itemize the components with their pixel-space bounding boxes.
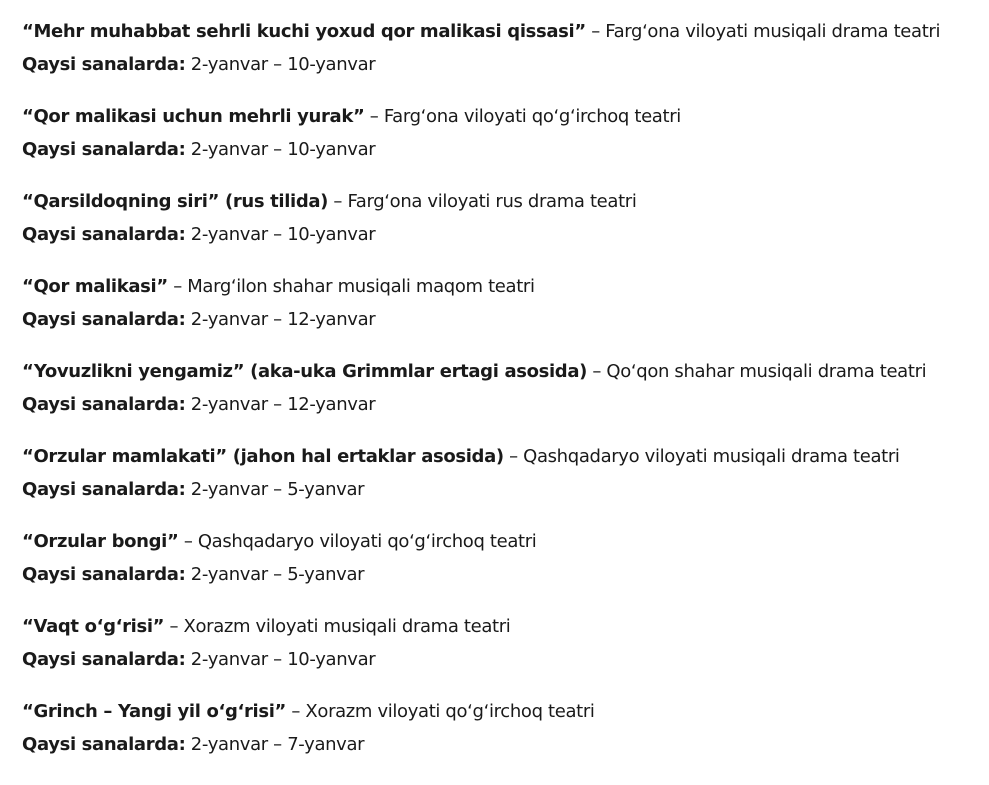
performance-entry — [22, 105, 982, 190]
dates-label: Qaysi sanalarda: — [22, 734, 186, 755]
performance-dates-line — [22, 563, 982, 587]
performance-title: “Qarsildoqning siri” (rus tilida) — [22, 191, 329, 212]
dates-label: Qaysi sanalarda: — [22, 564, 186, 585]
performance-entry — [22, 20, 982, 105]
performance-dates-line — [22, 733, 982, 757]
performance-title: “Qor malikasi” — [22, 276, 168, 297]
performance-dates: 2-yanvar – 12-yanvar — [185, 309, 376, 330]
performance-title-line — [22, 105, 982, 129]
performance-title-line — [22, 615, 982, 639]
performance-entry — [22, 190, 982, 275]
dates-label: Qaysi sanalarda: — [22, 54, 186, 75]
performance-title: “Vaqt oʻgʻrisi” — [22, 616, 165, 637]
performance-title-line — [22, 530, 982, 554]
performance-theatre: – Margʻilon shahar musiqali maqom teatri — [167, 276, 535, 297]
dates-label: Qaysi sanalarda: — [22, 649, 186, 670]
dates-label: Qaysi sanalarda: — [22, 479, 186, 500]
performance-dates-line — [22, 478, 982, 502]
performance-theatre: – Qashqadaryo viloyati qoʻgʻirchoq teatri — [178, 531, 537, 552]
performance-theatre: – Qashqadaryo viloyati musiqali drama teatri — [503, 446, 900, 467]
performance-dates: 2-yanvar – 5-yanvar — [185, 564, 365, 585]
performance-dates: 2-yanvar – 10-yanvar — [185, 649, 376, 670]
performance-dates-line — [22, 138, 982, 162]
performance-title-line — [22, 700, 982, 724]
performance-theatre: – Fargʻona viloyati rus drama teatri — [328, 191, 637, 212]
dates-label: Qaysi sanalarda: — [22, 139, 186, 160]
performance-dates: 2-yanvar – 10-yanvar — [185, 54, 376, 75]
performance-theatre: – Fargʻona viloyati qoʻgʻirchoq teatri — [364, 106, 681, 127]
performance-list — [22, 20, 982, 785]
performance-title: “Yovuzlikni yengamiz” (aka-uka Grimmlar ertagi asosida) — [22, 361, 588, 382]
performance-title: “Orzular bongi” — [22, 531, 179, 552]
performance-dates-line — [22, 393, 982, 417]
dates-label: Qaysi sanalarda: — [22, 224, 186, 245]
performance-title-line — [22, 445, 982, 469]
performance-title-line — [22, 20, 982, 44]
performance-theatre: – Qoʻqon shahar musiqali drama teatri — [587, 361, 927, 382]
performance-theatre: – Fargʻona viloyati musiqali drama teatri — [585, 21, 941, 42]
performance-dates: 2-yanvar – 12-yanvar — [185, 394, 376, 415]
performance-dates-line — [22, 223, 982, 247]
performance-dates-line — [22, 53, 982, 77]
performance-title-line — [22, 275, 982, 299]
performance-dates: 2-yanvar – 7-yanvar — [185, 734, 365, 755]
performance-entry — [22, 445, 982, 530]
performance-dates: 2-yanvar – 10-yanvar — [185, 139, 376, 160]
performance-title-line — [22, 360, 982, 384]
performance-title: “Grinch – Yangi yil oʻgʻrisi” — [22, 701, 287, 722]
performance-entry — [22, 700, 982, 785]
performance-entry — [22, 615, 982, 700]
performance-dates-line — [22, 648, 982, 672]
dates-label: Qaysi sanalarda: — [22, 394, 186, 415]
performance-entry — [22, 530, 982, 615]
performance-theatre: – Xorazm viloyati qoʻgʻirchoq teatri — [286, 701, 595, 722]
dates-label: Qaysi sanalarda: — [22, 309, 186, 330]
performance-title: “Orzular mamlakati” (jahon hal ertaklar asosida) — [22, 446, 504, 467]
performance-theatre: – Xorazm viloyati musiqali drama teatri — [164, 616, 511, 637]
performance-title: “Qor malikasi uchun mehrli yurak” — [22, 106, 365, 127]
performance-title-line — [22, 190, 982, 214]
performance-entry — [22, 360, 982, 445]
performance-dates: 2-yanvar – 10-yanvar — [185, 224, 376, 245]
performance-dates: 2-yanvar – 5-yanvar — [185, 479, 365, 500]
performance-title: “Mehr muhabbat sehrli kuchi yoxud qor malikasi qissasi” — [22, 21, 586, 42]
performance-entry — [22, 275, 982, 360]
performance-dates-line — [22, 308, 982, 332]
